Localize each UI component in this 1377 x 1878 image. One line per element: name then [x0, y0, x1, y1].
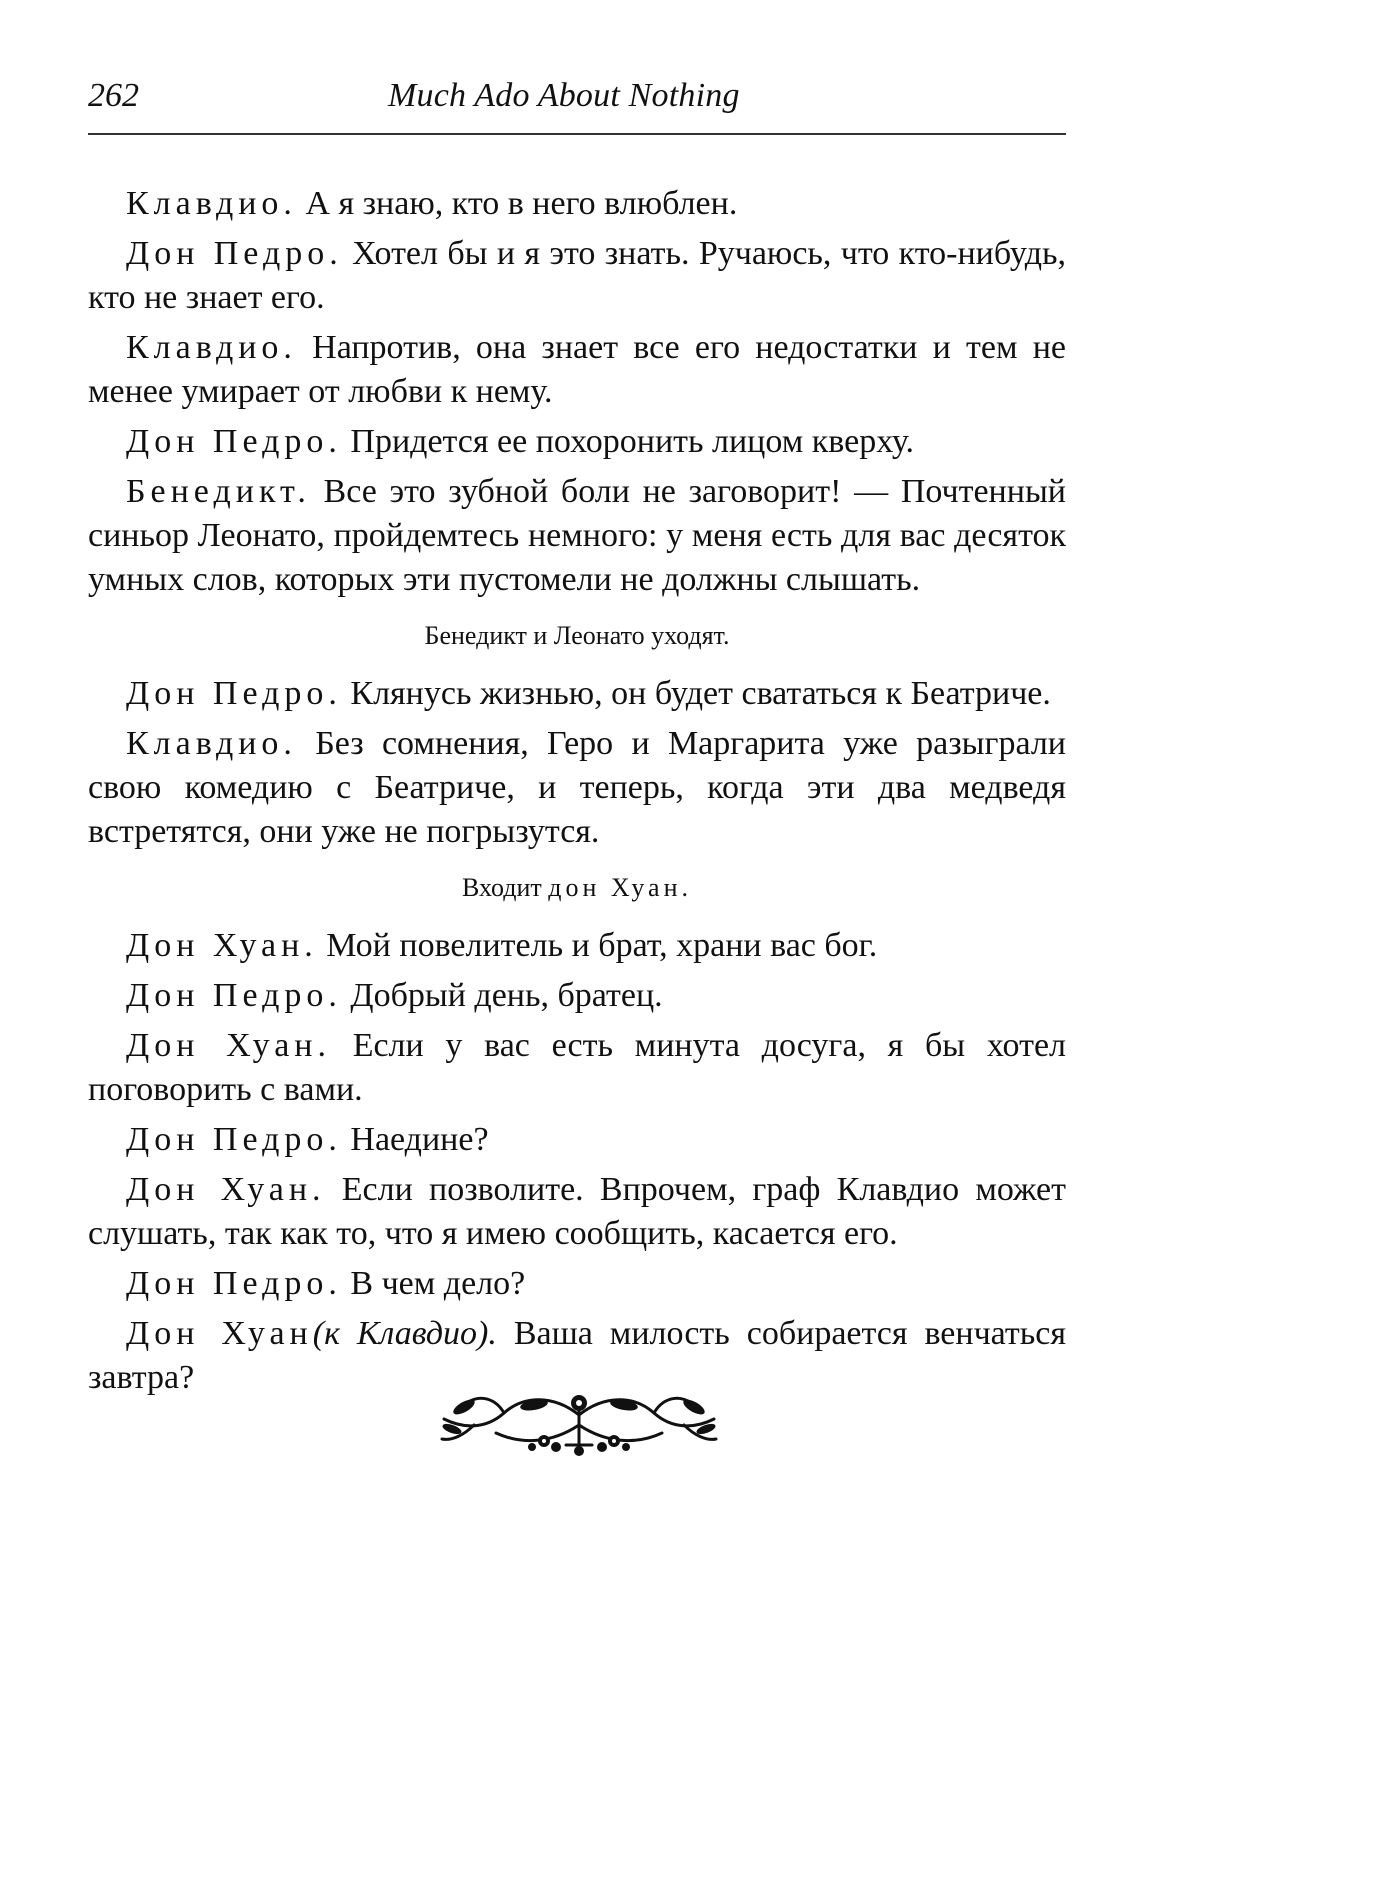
- speaker-name: Дон Педро.: [126, 235, 343, 272]
- speech-text: Напротив, она знает все его недостатки и тем не менее умирает от любви к нему.: [88, 329, 1066, 410]
- speech-text: Клянусь жизнью, он будет свататься к Беатриче.: [341, 675, 1051, 712]
- stage-direction-enter: [88, 872, 1066, 904]
- page-header: [88, 76, 1064, 116]
- speaker-name: Клавдио.: [126, 185, 297, 222]
- stage-direction-exit: [88, 620, 1066, 652]
- speaker-name: Клавдио.: [126, 329, 297, 366]
- floral-vignette-icon: [434, 1385, 724, 1463]
- stage-aside: (к Клавдио).: [312, 1315, 497, 1352]
- speech-don-pedro-3: [88, 672, 1066, 716]
- speech-don-pedro-5: [88, 1118, 1066, 1162]
- speech-don-pedro-6: [88, 1262, 1066, 1306]
- speech-klavdio-1: [88, 182, 1066, 226]
- speaker-name: Дон Педро.: [126, 423, 342, 460]
- speech-text: Все это зубной боли не заговорит! — Почтенный синьор Леонато, пройдемтесь немного: у меня есть для вас десяток умных слов, которых эти пустомели не должны слышать.: [88, 473, 1066, 598]
- speech-benedikt-1: [88, 470, 1066, 602]
- speaker-name: Дон Хуан.: [126, 1027, 331, 1064]
- speaker-name: Дон Педро.: [126, 675, 342, 712]
- speaker-name: Дон Хуан.: [126, 1171, 326, 1208]
- speech-text: Добрый день, братец.: [341, 977, 663, 1014]
- speaker-name: Дон Педро.: [126, 1121, 342, 1158]
- speaker-name: Дон Педро.: [126, 1265, 342, 1302]
- speech-text: Ваша милость собирается венчаться завтра?: [88, 1315, 1066, 1396]
- speech-klavdio-3: [88, 722, 1066, 854]
- speech-text: Без сомнения, Геро и Маргарита уже разыграли свою комедию с Беатриче, и теперь, когда эти два медведя встретятся, они уже не погрызутся.: [88, 725, 1066, 850]
- speech-don-huan-3: [88, 1168, 1066, 1256]
- speech-text: В чем дело?: [341, 1265, 526, 1302]
- speech-text: Наедине?: [341, 1121, 489, 1158]
- stage-direction-prefix: Входит: [461, 873, 549, 902]
- play-text: [88, 182, 1066, 1406]
- speech-don-pedro-1: [88, 232, 1066, 320]
- speech-text: Хотел бы и я это знать. Ручаюсь, что кто-нибудь, кто не знает его.: [88, 235, 1066, 316]
- speech-klavdio-2: [88, 326, 1066, 414]
- speaker-name: Дон Хуан.: [126, 927, 318, 964]
- speech-text: Придется ее похоронить лицом кверху.: [341, 423, 915, 460]
- speech-don-huan-2: [88, 1024, 1066, 1112]
- page-number: 262: [88, 77, 139, 114]
- running-title: Much Ado About Nothing: [388, 77, 740, 114]
- stage-direction-character: дон Хуан.: [548, 873, 692, 902]
- speech-text: Если у вас есть минута досуга, я бы хотел поговорить с вами.: [88, 1027, 1067, 1108]
- speech-text: Мой повелитель и брат, храни вас бог.: [317, 927, 878, 964]
- speech-text: А я знаю, кто в него влюблен.: [296, 185, 738, 222]
- speaker-name: Бенедикт.: [126, 473, 311, 510]
- header-rule: [88, 133, 1066, 135]
- speech-don-huan-1: [88, 924, 1066, 968]
- stage-direction-text: Бенедикт и Леонато уходят.: [424, 621, 730, 650]
- speaker-name: Клавдио.: [126, 725, 297, 762]
- speaker-name: Дон Хуан: [126, 1315, 313, 1352]
- speech-text: Если позволите. Впрочем, граф Клавдио может слушать, так как то, что я имею сообщить, касается его.: [88, 1171, 1067, 1252]
- speech-don-pedro-4: [88, 974, 1066, 1018]
- speech-don-pedro-2: [88, 420, 1066, 464]
- speaker-name: Дон Педро.: [126, 977, 342, 1014]
